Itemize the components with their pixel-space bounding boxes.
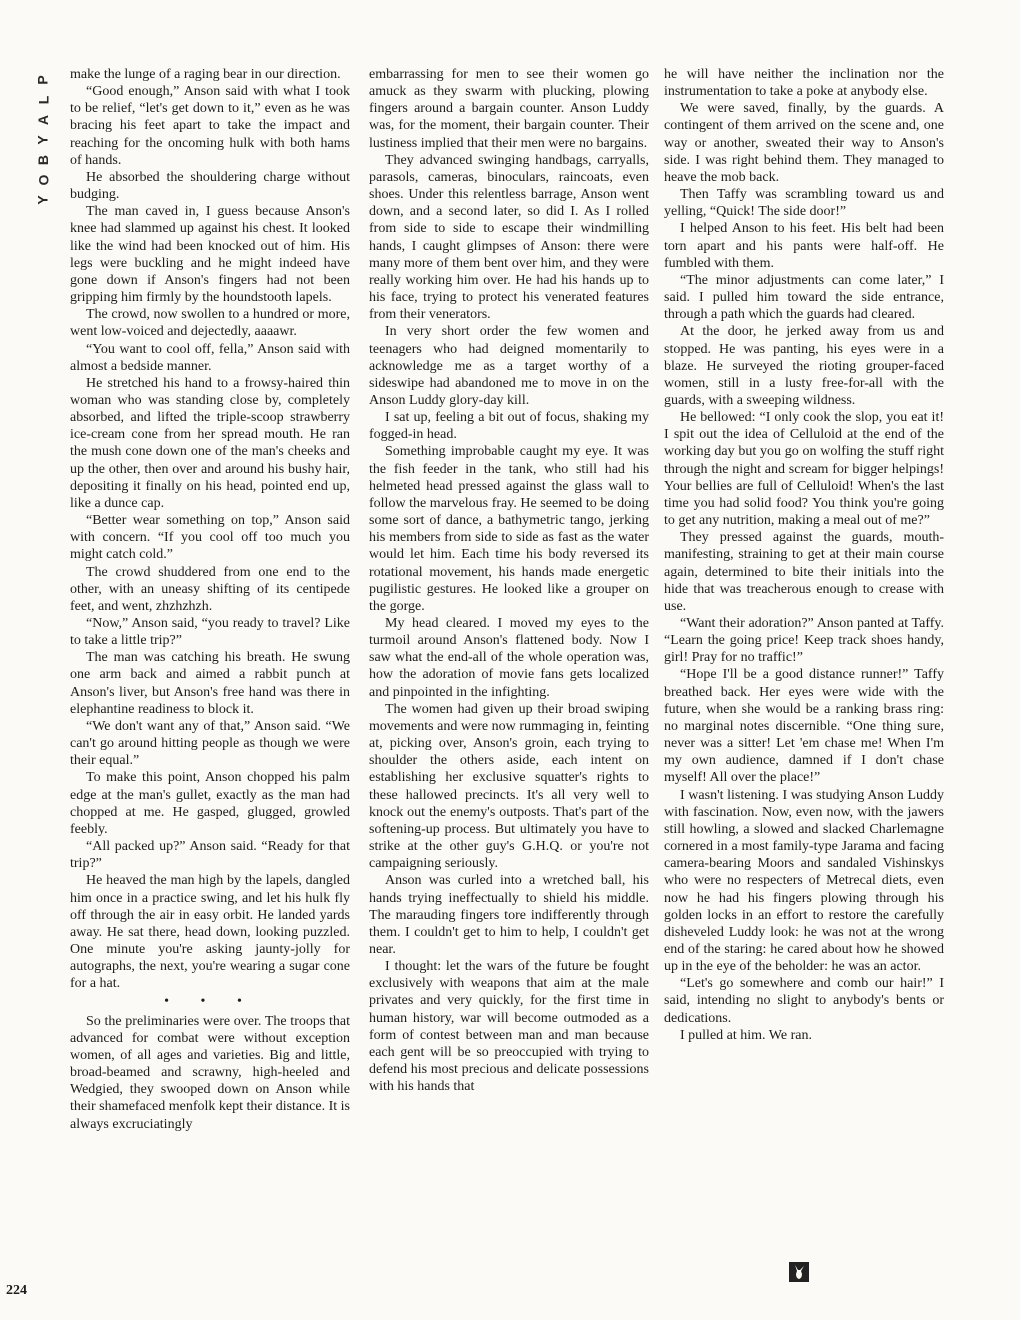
page-number: 224 [6,1283,27,1298]
masthead-letter: P [35,75,51,85]
paragraph: He heaved the man high by the lapels, dangled him once in a practice swing, and let his hulk fly off through the air in easy orbit. He landed yards away. He sat there, head down, looking puzzled. One minute you're asking jaunty-jolly for autographs, the next, you're wearing a sugar cone for a hat. [70,873,350,992]
paragraph: “Better wear something on top,” Anson said with concern. “If you cool off too much you might catch cold.” [70,513,350,563]
paragraph: My head cleared. I moved my eyes to the turmoil around Anson's flattened body. Now I saw what the end-all of the whole operation was, how the adoration of movie fans gets localized and pinpointed in the infighting. [369,616,649,700]
paragraph: The crowd, now swollen to a hundred or more, went low-voiced and dejectedly, aaaawr. [70,307,350,340]
paragraph: I wasn't listening. I was studying Anson Luddy with fascination. Now, even now, with the jawers still howling, a slowed and slacked Charlemagne cornered in a most family-type Jarama and facing camera-bearing Moors and sandaled Vishinskys who were no respecters of Metrecal diets, even now he had his fingers plowing through his golden locks in an effort to restore the carefully disheveled Luddy look: he was not at the wrong end of the staring: he cared about how he showed up in the eye of the beholder: he was an actor. [664,787,944,975]
rabbit-head-icon [789,1262,809,1282]
text-column-3 [664,66,944,1044]
paragraph: I helped Anson to his feet. His belt had been torn apart and his pants were half-off. He fumbled with them. [664,221,944,271]
paragraph: “Hope I'll be a good distance runner!” Taffy breathed back. Her eyes were wide with the future, when she would be a ranking brass ring: no marginal notes discernible. “One thing sure, never was a sitter! Let 'em chase me! When I'm my own audience, damned if I don't chase myself! All over the place!” [664,667,944,786]
paragraph: he will have neither the inclination nor the instrumentation to take a poke at anybody else. [664,67,944,100]
paragraph: “Want their adoration?” Anson panted at Taffy. “Learn the going price! Keep track shoes handy, girl! Pray for no traffic!” [664,616,944,666]
paragraph: He absorbed the shouldering charge without budging. [70,169,350,203]
paragraph: To make this point, Anson chopped his palm edge at the man's gullet, exactly as the man had chopped at me. He gasped, glugged, growled feebly. [70,770,350,837]
masthead-letter: Y [35,195,51,205]
paragraph: The crowd shuddered from one end to the other, with an uneasy shifting of its centipede feet, and went, zhzhzhzh. [70,564,350,614]
paragraph: “All packed up?” Anson said. “Ready for that trip?” [70,839,350,872]
paragraph: The man was catching his breath. He swung one arm back and aimed a rabbit punch at Anson's liver, but Anson's free hand was there in elephantine readiness to block it. [70,650,350,717]
paragraph: In very short order the few women and teenagers who had deigned momentarily to acknowledge me as a target worthy of a sideswipe had abandoned me to move in on the Anson Luddy glory-day kill. [369,324,649,408]
masthead-letter: Y [35,135,51,145]
paragraph: “Now,” Anson said, “you ready to travel? Like to take a little trip?” [70,616,350,649]
masthead-letter: L [35,95,51,105]
paragraph: The man caved in, I guess because Anson's knee had slammed up against his chest. It looked like the wind had been knocked out of him. His legs were buckling and he might indeed have gone down if Anson's fingers had not been gripping him firmly by the houndstooth lapels. [70,204,350,306]
paragraph: We were saved, finally, by the guards. A contingent of them arrived on the scene and, one way or another, sweated their way to Anson's side. I was right behind them. They managed to heave the mob back. [664,101,944,185]
paragraph: “We don't want any of that,” Anson said. “We can't go around hitting people as though we were their equal.” [70,718,350,769]
paragraph: I thought: let the wars of the future be fought exclusively with weapons that aim at the male privates and very quickly, for the first time in human history, war will become outmoded as a form of contest between man and man because each gent will be so preoccupied with trying to defend his most precious and delicate possessions with his hands that [369,959,649,1095]
paragraph: Anson was curled into a wretched ball, his hands trying ineffectually to shield his middle. The marauding fingers tore indifferently through them. I couldn't get to him to help, I couldn't get near. [369,873,649,957]
paragraph: “You want to cool off, fella,” Anson said with almost a bedside manner. [70,341,350,374]
paragraph: He stretched his hand to a frowsy-haired thin woman who was standing close by, completely absorbed, and lifted the triple-scoop strawberry ice-cream cone from her spread mouth. He ran the mush cone down one of the man's cheeks and up the other, then over and around his bushy hair, depositing it finally on his head, pointed end up, like a dunce cap. [70,375,350,511]
paragraph: “The minor adjustments can come later,” I said. I pulled him toward the side entrance, through a path which the guards had cleared. [664,272,944,323]
masthead-letter: B [35,154,51,166]
paragraph: So the preliminaries were over. The troops that advanced for combat were without exception women, of all ages and varieties. Big and little, broad-beamed and scrawny, high-heeled and Wedgied, they swooped down on Anson while their shamefaced menfolk kept their distance. It is always excruciatingly [70,1013,350,1132]
playboy-masthead [34,70,56,210]
paragraph: “Good enough,” Anson said with what I took to be relief, “let's get down to it,” even as he was bracing his feet apart to take the impact and reaching for the oncoming hulk with both hams of hands. [70,84,350,168]
paragraph: He bellowed: “I only cook the slop, you eat it! I spit out the idea of Celluloid at the end of the working day but you go on wolfing the stuff right through the night and scream for bigger helpings! Your bellies are full of Celluloid! When's the last time you had solid food? You think you're going to get any nutrition, making a meal out of me?” [664,410,944,529]
paragraph: At the door, he jerked away from us and stopped. He was panting, his eyes were in a blaze. He surveyed the rioting grouper-faced women, still in a lusty free-for-all with the guards, with a sweeping wildness. [664,324,944,408]
paragraph: embarrassing for men to see their women go amuck as they swarm with plucking, plowing fingers around a bargain counter. Anson Luddy was, for the moment, their bargain counter. Their lustiness implied that their men were no bargains. [369,67,649,151]
paragraph: I sat up, feeling a bit out of focus, shaking my fogged-in head. [369,410,649,443]
paragraph: They advanced swinging handbags, carryalls, parasols, cameras, binoculars, raincoats, even shoes. Under this relentless barrage, Anson went down, and a second later, so did I. As I rolled from side to side to escape their windmilling hands, I caught glimpses of Anson: there were many more of them bent over him, and they were really working him over. He had his hands up to his face, trying to protect his venerated features from their venerators. [369,152,649,323]
section-break: • • • [164,994,256,1010]
paragraph: Something improbable caught my eye. It was the fish feeder in the tank, who still had his helmeted head pressed against the glass wall to follow the marvelous fray. He seemed to be doing some sort of dance, a bathymetric tango, jerking his members from side to side as fast as the water would let him. Each time his body reversed its rotational movement, his hands made energetic pugilistic gestures. He looked like a grouper on the gorge. [369,444,649,614]
text-column-1 [70,66,350,1133]
masthead-letter: A [35,114,51,126]
paragraph: make the lunge of a raging bear in our direction. [70,67,341,82]
paragraph: “Let's go somewhere and comb our hair!” I said, intending no slight to anybody's bents or dedications. [664,976,944,1026]
paragraph: Then Taffy was scrambling toward us and yelling, “Quick! The side door!” [664,187,944,220]
paragraph: I pulled at him. We ran. [680,1027,812,1043]
masthead-letter: O [34,174,51,186]
paragraph: The women had given up their broad swiping movements and were now rummaging in, feinting at, picking over, Anson's groin, each trying to shoulder the others aside, each intent on establishing her exclusive squatter's rights to these hallowed precincts. It's all very well to knock out the enemy's outposts. That's part of the softening-up process. But ultimately you have to strike at the other guy's G.H.Q. or you're not campaigning seriously. [369,701,649,872]
paragraph: They pressed against the guards, mouth-manifesting, straining to get at their main course again, determined to bite their initials into the hide that was treacherous enough to crease with use. [664,530,944,614]
text-column-2 [369,66,649,1095]
